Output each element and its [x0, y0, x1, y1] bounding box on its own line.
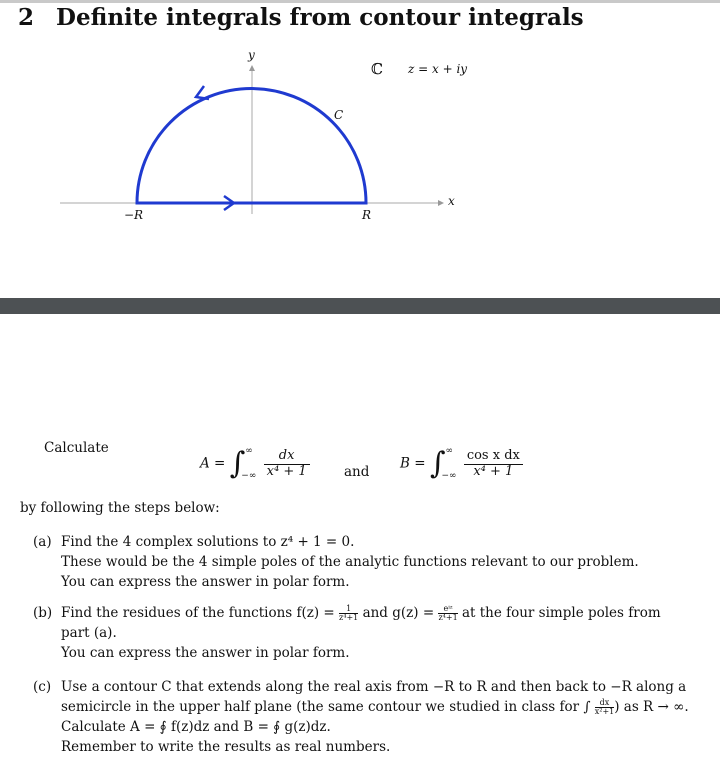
A-integrand: [264, 449, 310, 479]
y-axis-arrow: [249, 65, 255, 71]
step-c-line: Use a contour C that extends along the real axis from −R to R and then back to −R along a: [61, 679, 687, 695]
step-c-text: semicircle in the upper half plane (the same contour we studied in class for ∫: [61, 699, 591, 715]
integral-A: [200, 447, 310, 481]
step-a-label: (a): [33, 534, 52, 550]
f-denominator: z⁴+1: [339, 613, 359, 622]
top-divider: [0, 0, 720, 3]
B-integrand: [464, 449, 523, 479]
x-axis-arrow: [438, 200, 444, 206]
step-b-body: [61, 603, 661, 663]
int-denominator: x²+1: [594, 707, 615, 716]
lower-limit: −∞: [441, 471, 457, 481]
step-a-line: You can express the answer in polar form.: [61, 574, 350, 590]
A-lhs: A =: [200, 455, 226, 472]
integral-limits: [441, 446, 457, 481]
complex-plane-label: ℂ: [371, 60, 383, 78]
contour-diagram: [0, 40, 720, 240]
int-fraction: [595, 699, 615, 717]
x-axis-label: x: [448, 194, 455, 208]
A-numerator: dx: [264, 449, 310, 464]
step-b-text: Find the residues of the functions f(z) =: [61, 605, 335, 621]
step-a-line: These would be the 4 simple poles of the analytic functions relevant to our problem.: [61, 554, 639, 570]
calculate-text: Calculate: [44, 440, 109, 456]
f-numerator: 1: [339, 605, 358, 614]
minus-r-label: −R: [124, 208, 144, 222]
step-b-text: and g(z) =: [362, 605, 435, 621]
g-fraction: [438, 605, 457, 623]
section-title: Definite integrals from contour integrals: [56, 4, 584, 31]
A-denominator: x⁴ + 1: [266, 463, 307, 479]
step-c: [33, 677, 713, 761]
contour-figure: [0, 40, 720, 240]
integral-sign-icon: ∫: [229, 446, 246, 481]
step-c-line: Remember to write the results as real numbers.: [61, 739, 391, 755]
B-lhs: B =: [400, 455, 426, 472]
and-text: and: [344, 464, 370, 480]
step-b-line: [61, 603, 661, 623]
step-b-text: at the four simple poles from: [461, 605, 661, 621]
steps-intro: by following the steps below:: [20, 500, 220, 516]
contour-label: C: [334, 108, 344, 122]
step-c-label: (c): [33, 679, 52, 695]
integral-limits: [241, 446, 257, 481]
page-separator-bar: [0, 298, 720, 314]
B-denominator: x⁴ + 1: [473, 463, 514, 479]
step-b-line: part (a).: [61, 625, 117, 641]
r-label: R: [362, 208, 372, 222]
step-b-line: You can express the answer in polar form.: [61, 645, 350, 661]
upper-limit: ∞: [245, 446, 253, 456]
step-c-line: Calculate A = ∮ f(z)dz and B = ∮ g(z)dz.: [61, 719, 331, 735]
lower-limit: −∞: [241, 471, 257, 481]
g-numerator: eⁱᶻ: [438, 605, 457, 614]
step-a-body: [61, 532, 639, 592]
step-b-label: (b): [33, 605, 53, 621]
section-number: 2: [18, 4, 35, 31]
y-axis-label: y: [248, 48, 255, 62]
integral-B: [400, 447, 523, 481]
B-numerator: cos x dx: [464, 449, 523, 464]
f-fraction: [339, 605, 358, 623]
int-numerator: dx: [595, 699, 615, 708]
step-b: [33, 603, 713, 667]
step-c-line: [61, 697, 689, 717]
step-c-text: ) as R → ∞.: [614, 699, 689, 715]
step-a-line: Find the 4 complex solutions to z⁴ + 1 = 0.: [61, 534, 355, 550]
integral-sign-icon: ∫: [429, 446, 446, 481]
upper-limit: ∞: [445, 446, 453, 456]
section-heading: [18, 4, 584, 31]
z-definition: z = x + iy: [408, 62, 468, 76]
g-denominator: z⁴+1: [438, 613, 458, 622]
step-c-body: [61, 677, 689, 757]
step-a: [33, 532, 713, 594]
